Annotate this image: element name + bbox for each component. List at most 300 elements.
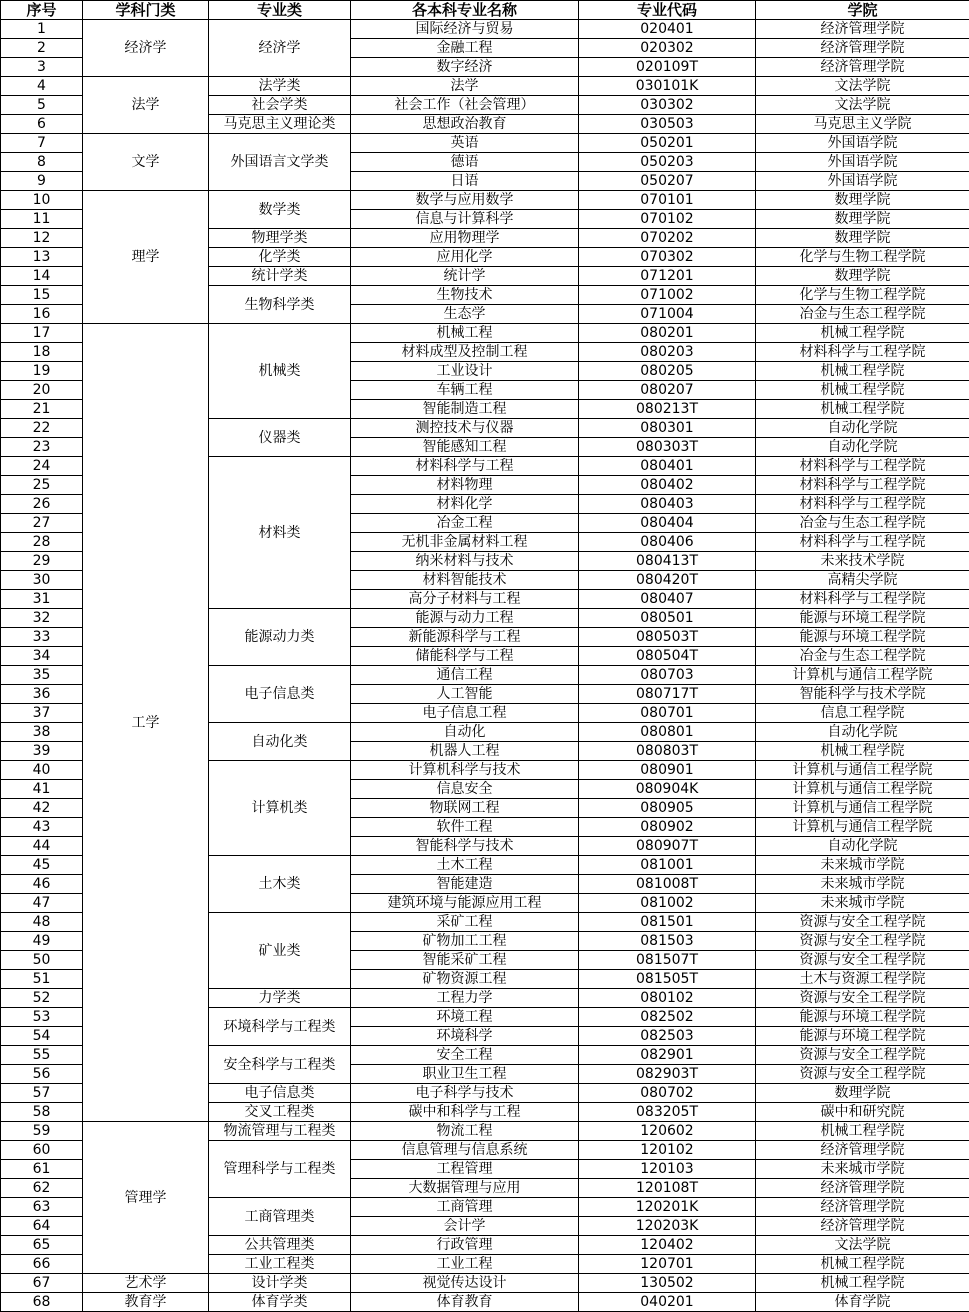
major-name-cell: 应用化学 <box>351 248 579 267</box>
major-code-cell: 120201K <box>579 1198 756 1217</box>
college-cell: 材料科学与工程学院 <box>756 495 969 514</box>
category-cell: 物理学类 <box>209 229 351 248</box>
category-cell: 生物科学类 <box>209 286 351 324</box>
row-number-cell: 34 <box>1 647 83 666</box>
major-name-cell: 职业卫生工程 <box>351 1065 579 1084</box>
major-code-cell: 030503 <box>579 115 756 134</box>
row-number-cell: 68 <box>1 1293 83 1312</box>
college-cell: 文法学院 <box>756 1236 969 1255</box>
college-cell: 机械工程学院 <box>756 742 969 761</box>
major-code-cell: 081505T <box>579 970 756 989</box>
major-name-cell: 纳米材料与技术 <box>351 552 579 571</box>
college-cell: 机械工程学院 <box>756 1255 969 1274</box>
major-code-cell: 030101K <box>579 77 756 96</box>
row-number-cell: 36 <box>1 685 83 704</box>
college-cell: 计算机与通信工程学院 <box>756 761 969 780</box>
major-code-cell: 080503T <box>579 628 756 647</box>
major-code-cell: 020401 <box>579 20 756 39</box>
row-number-cell: 8 <box>1 153 83 172</box>
major-code-cell: 070302 <box>579 248 756 267</box>
row-number-cell: 16 <box>1 305 83 324</box>
row-number-cell: 48 <box>1 913 83 932</box>
discipline-cell: 教育学 <box>83 1293 209 1312</box>
major-name-cell: 环境科学 <box>351 1027 579 1046</box>
major-code-cell: 081001 <box>579 856 756 875</box>
row-number-cell: 18 <box>1 343 83 362</box>
major-code-cell: 082503 <box>579 1027 756 1046</box>
row-number-cell: 49 <box>1 932 83 951</box>
row-number-cell: 13 <box>1 248 83 267</box>
college-cell: 自动化学院 <box>756 438 969 457</box>
row-number-cell: 12 <box>1 229 83 248</box>
major-name-cell: 大数据管理与应用 <box>351 1179 579 1198</box>
major-code-cell: 080702 <box>579 1084 756 1103</box>
major-name-cell: 工程管理 <box>351 1160 579 1179</box>
major-code-cell: 080701 <box>579 704 756 723</box>
major-code-cell: 080303T <box>579 438 756 457</box>
header-college: 学院 <box>756 1 969 20</box>
college-cell: 能源与环境工程学院 <box>756 1027 969 1046</box>
row-number-cell: 9 <box>1 172 83 191</box>
major-code-cell: 020302 <box>579 39 756 58</box>
major-name-cell: 英语 <box>351 134 579 153</box>
row-number-cell: 53 <box>1 1008 83 1027</box>
college-cell: 能源与环境工程学院 <box>756 628 969 647</box>
major-name-cell: 应用物理学 <box>351 229 579 248</box>
row-number-cell: 52 <box>1 989 83 1008</box>
major-code-cell: 080205 <box>579 362 756 381</box>
discipline-cell: 文学 <box>83 134 209 191</box>
major-name-cell: 软件工程 <box>351 818 579 837</box>
major-code-cell: 080801 <box>579 723 756 742</box>
major-code-cell: 080404 <box>579 514 756 533</box>
major-code-cell: 071004 <box>579 305 756 324</box>
row-number-cell: 59 <box>1 1122 83 1141</box>
category-cell: 数学类 <box>209 191 351 229</box>
major-name-cell: 材料化学 <box>351 495 579 514</box>
major-name-cell: 材料科学与工程 <box>351 457 579 476</box>
major-name-cell: 自动化 <box>351 723 579 742</box>
row-number-cell: 66 <box>1 1255 83 1274</box>
category-cell: 安全科学与工程类 <box>209 1046 351 1084</box>
row-number-cell: 26 <box>1 495 83 514</box>
row-number-cell: 39 <box>1 742 83 761</box>
major-name-cell: 工业工程 <box>351 1255 579 1274</box>
row-number-cell: 32 <box>1 609 83 628</box>
row-number-cell: 35 <box>1 666 83 685</box>
college-cell: 经济管理学院 <box>756 1198 969 1217</box>
row-number-cell: 19 <box>1 362 83 381</box>
major-name-cell: 安全工程 <box>351 1046 579 1065</box>
major-code-cell: 080207 <box>579 381 756 400</box>
major-name-cell: 智能感知工程 <box>351 438 579 457</box>
major-name-cell: 社会工作（社会管理） <box>351 96 579 115</box>
major-name-cell: 碳中和科学与工程 <box>351 1103 579 1122</box>
college-cell: 经济管理学院 <box>756 1217 969 1236</box>
row-number-cell: 44 <box>1 837 83 856</box>
category-cell: 马克思主义理论类 <box>209 115 351 134</box>
college-cell: 资源与安全工程学院 <box>756 1065 969 1084</box>
major-name-cell: 测控技术与仪器 <box>351 419 579 438</box>
college-cell: 土木与资源工程学院 <box>756 970 969 989</box>
row-number-cell: 51 <box>1 970 83 989</box>
row-number-cell: 27 <box>1 514 83 533</box>
row-number-cell: 41 <box>1 780 83 799</box>
row-number-cell: 42 <box>1 799 83 818</box>
discipline-cell: 经济学 <box>83 20 209 77</box>
category-cell: 仪器类 <box>209 419 351 457</box>
category-cell: 计算机类 <box>209 761 351 856</box>
major-name-cell: 无机非金属材料工程 <box>351 533 579 552</box>
college-cell: 未来城市学院 <box>756 856 969 875</box>
row-number-cell: 15 <box>1 286 83 305</box>
major-code-cell: 081507T <box>579 951 756 970</box>
row-number-cell: 37 <box>1 704 83 723</box>
row-number-cell: 55 <box>1 1046 83 1065</box>
row-number-cell: 29 <box>1 552 83 571</box>
college-cell: 外国语学院 <box>756 172 969 191</box>
college-cell: 材料科学与工程学院 <box>756 457 969 476</box>
major-code-cell: 082502 <box>579 1008 756 1027</box>
row-number-cell: 31 <box>1 590 83 609</box>
major-name-cell: 通信工程 <box>351 666 579 685</box>
major-code-cell: 080402 <box>579 476 756 495</box>
major-code-cell: 082901 <box>579 1046 756 1065</box>
row-number-cell: 43 <box>1 818 83 837</box>
college-cell: 计算机与通信工程学院 <box>756 666 969 685</box>
table-row <box>1 77 969 96</box>
row-number-cell: 40 <box>1 761 83 780</box>
major-name-cell: 统计学 <box>351 267 579 286</box>
discipline-cell: 理学 <box>83 191 209 324</box>
college-cell: 数理学院 <box>756 229 969 248</box>
row-number-cell: 56 <box>1 1065 83 1084</box>
row-number-cell: 3 <box>1 58 83 77</box>
header-discipline: 学科门类 <box>83 1 209 20</box>
college-cell: 资源与安全工程学院 <box>756 913 969 932</box>
header-code: 专业代码 <box>579 1 756 20</box>
major-name-cell: 采矿工程 <box>351 913 579 932</box>
category-cell: 电子信息类 <box>209 1084 351 1103</box>
major-code-cell: 080717T <box>579 685 756 704</box>
college-cell: 自动化学院 <box>756 723 969 742</box>
major-code-cell: 120103 <box>579 1160 756 1179</box>
major-code-cell: 080301 <box>579 419 756 438</box>
college-cell: 经济管理学院 <box>756 1179 969 1198</box>
row-number-cell: 57 <box>1 1084 83 1103</box>
table-body <box>1 20 969 1312</box>
row-number-cell: 54 <box>1 1027 83 1046</box>
row-number-cell: 61 <box>1 1160 83 1179</box>
major-name-cell: 物流工程 <box>351 1122 579 1141</box>
category-cell: 经济学 <box>209 20 351 77</box>
header-row <box>1 1 969 20</box>
major-code-cell: 070102 <box>579 210 756 229</box>
major-code-cell: 080203 <box>579 343 756 362</box>
major-code-cell: 120701 <box>579 1255 756 1274</box>
major-code-cell: 050201 <box>579 134 756 153</box>
college-cell: 未来城市学院 <box>756 894 969 913</box>
major-code-cell: 071201 <box>579 267 756 286</box>
college-cell: 机械工程学院 <box>756 324 969 343</box>
category-cell: 力学类 <box>209 989 351 1008</box>
table-row <box>1 134 969 153</box>
major-name-cell: 环境工程 <box>351 1008 579 1027</box>
college-cell: 经济管理学院 <box>756 58 969 77</box>
category-cell: 物流管理与工程类 <box>209 1122 351 1141</box>
major-code-cell: 030302 <box>579 96 756 115</box>
category-cell: 公共管理类 <box>209 1236 351 1255</box>
major-name-cell: 冶金工程 <box>351 514 579 533</box>
table-row <box>1 1274 969 1293</box>
college-cell: 能源与环境工程学院 <box>756 609 969 628</box>
college-cell: 自动化学院 <box>756 419 969 438</box>
category-cell: 工商管理类 <box>209 1198 351 1236</box>
row-number-cell: 38 <box>1 723 83 742</box>
major-name-cell: 金融工程 <box>351 39 579 58</box>
college-cell: 体育学院 <box>756 1293 969 1312</box>
major-name-cell: 日语 <box>351 172 579 191</box>
major-name-cell: 生态学 <box>351 305 579 324</box>
row-number-cell: 60 <box>1 1141 83 1160</box>
row-number-cell: 10 <box>1 191 83 210</box>
college-cell: 碳中和研究院 <box>756 1103 969 1122</box>
row-number-cell: 65 <box>1 1236 83 1255</box>
row-number-cell: 22 <box>1 419 83 438</box>
table-row <box>1 324 969 343</box>
major-code-cell: 080803T <box>579 742 756 761</box>
major-code-cell: 080905 <box>579 799 756 818</box>
major-code-cell: 080407 <box>579 590 756 609</box>
college-cell: 高精尖学院 <box>756 571 969 590</box>
college-cell: 材料科学与工程学院 <box>756 343 969 362</box>
major-code-cell: 081501 <box>579 913 756 932</box>
college-cell: 数理学院 <box>756 210 969 229</box>
major-code-cell: 080901 <box>579 761 756 780</box>
discipline-cell: 法学 <box>83 77 209 134</box>
college-cell: 经济管理学院 <box>756 20 969 39</box>
major-name-cell: 机械工程 <box>351 324 579 343</box>
college-cell: 化学与生物工程学院 <box>756 286 969 305</box>
major-name-cell: 工程力学 <box>351 989 579 1008</box>
major-code-cell: 080201 <box>579 324 756 343</box>
category-cell: 化学类 <box>209 248 351 267</box>
major-name-cell: 智能建造 <box>351 875 579 894</box>
major-name-cell: 物联网工程 <box>351 799 579 818</box>
college-cell: 计算机与通信工程学院 <box>756 818 969 837</box>
table-row <box>1 1122 969 1141</box>
row-number-cell: 64 <box>1 1217 83 1236</box>
category-cell: 交叉工程类 <box>209 1103 351 1122</box>
row-number-cell: 50 <box>1 951 83 970</box>
college-cell: 资源与安全工程学院 <box>756 932 969 951</box>
header-no: 序号 <box>1 1 83 20</box>
row-number-cell: 14 <box>1 267 83 286</box>
row-number-cell: 63 <box>1 1198 83 1217</box>
major-name-cell: 工业设计 <box>351 362 579 381</box>
college-cell: 资源与安全工程学院 <box>756 951 969 970</box>
major-code-cell: 080504T <box>579 647 756 666</box>
college-cell: 材料科学与工程学院 <box>756 590 969 609</box>
category-cell: 体育学类 <box>209 1293 351 1312</box>
row-number-cell: 46 <box>1 875 83 894</box>
row-number-cell: 24 <box>1 457 83 476</box>
table-row <box>1 191 969 210</box>
major-code-cell: 080420T <box>579 571 756 590</box>
row-number-cell: 1 <box>1 20 83 39</box>
major-code-cell: 020109T <box>579 58 756 77</box>
college-cell: 文法学院 <box>756 77 969 96</box>
college-cell: 冶金与生态工程学院 <box>756 647 969 666</box>
college-cell: 未来技术学院 <box>756 552 969 571</box>
major-code-cell: 081008T <box>579 875 756 894</box>
major-name-cell: 车辆工程 <box>351 381 579 400</box>
college-cell: 文法学院 <box>756 96 969 115</box>
major-name-cell: 国际经济与贸易 <box>351 20 579 39</box>
category-cell: 自动化类 <box>209 723 351 761</box>
row-number-cell: 20 <box>1 381 83 400</box>
major-name-cell: 机器人工程 <box>351 742 579 761</box>
major-code-cell: 070202 <box>579 229 756 248</box>
major-code-cell: 120602 <box>579 1122 756 1141</box>
major-name-cell: 法学 <box>351 77 579 96</box>
major-name-cell: 生物技术 <box>351 286 579 305</box>
college-cell: 数理学院 <box>756 1084 969 1103</box>
major-name-cell: 数字经济 <box>351 58 579 77</box>
major-name-cell: 行政管理 <box>351 1236 579 1255</box>
discipline-cell: 工学 <box>83 324 209 1122</box>
major-code-cell: 081002 <box>579 894 756 913</box>
category-cell: 管理科学与工程类 <box>209 1141 351 1198</box>
category-cell: 社会学类 <box>209 96 351 115</box>
category-cell: 矿业类 <box>209 913 351 989</box>
major-name-cell: 工商管理 <box>351 1198 579 1217</box>
college-cell: 化学与生物工程学院 <box>756 248 969 267</box>
major-name-cell: 矿物资源工程 <box>351 970 579 989</box>
college-cell: 数理学院 <box>756 191 969 210</box>
major-name-cell: 电子信息工程 <box>351 704 579 723</box>
college-cell: 马克思主义学院 <box>756 115 969 134</box>
college-cell: 自动化学院 <box>756 837 969 856</box>
major-code-cell: 120402 <box>579 1236 756 1255</box>
college-cell: 冶金与生态工程学院 <box>756 514 969 533</box>
major-name-cell: 新能源科学与工程 <box>351 628 579 647</box>
row-number-cell: 67 <box>1 1274 83 1293</box>
major-code-cell: 080213T <box>579 400 756 419</box>
major-code-cell: 080403 <box>579 495 756 514</box>
major-code-cell: 070101 <box>579 191 756 210</box>
major-code-cell: 080907T <box>579 837 756 856</box>
major-name-cell: 电子科学与技术 <box>351 1084 579 1103</box>
major-name-cell: 材料成型及控制工程 <box>351 343 579 362</box>
college-cell: 资源与安全工程学院 <box>756 1046 969 1065</box>
row-number-cell: 45 <box>1 856 83 875</box>
major-code-cell: 081503 <box>579 932 756 951</box>
row-number-cell: 11 <box>1 210 83 229</box>
row-number-cell: 28 <box>1 533 83 552</box>
major-code-cell: 080902 <box>579 818 756 837</box>
category-cell: 电子信息类 <box>209 666 351 723</box>
college-cell: 外国语学院 <box>756 134 969 153</box>
major-name-cell: 思想政治教育 <box>351 115 579 134</box>
major-code-cell: 120203K <box>579 1217 756 1236</box>
category-cell: 环境科学与工程类 <box>209 1008 351 1046</box>
discipline-cell: 艺术学 <box>83 1274 209 1293</box>
college-cell: 机械工程学院 <box>756 381 969 400</box>
college-cell: 材料科学与工程学院 <box>756 533 969 552</box>
row-number-cell: 62 <box>1 1179 83 1198</box>
college-cell: 信息工程学院 <box>756 704 969 723</box>
major-code-cell: 130502 <box>579 1274 756 1293</box>
major-name-cell: 材料智能技术 <box>351 571 579 590</box>
row-number-cell: 7 <box>1 134 83 153</box>
college-cell: 数理学院 <box>756 267 969 286</box>
row-number-cell: 4 <box>1 77 83 96</box>
college-cell: 智能科学与技术学院 <box>756 685 969 704</box>
row-number-cell: 17 <box>1 324 83 343</box>
category-cell: 土木类 <box>209 856 351 913</box>
major-name-cell: 材料物理 <box>351 476 579 495</box>
row-number-cell: 23 <box>1 438 83 457</box>
major-name-cell: 信息安全 <box>351 780 579 799</box>
college-cell: 经济管理学院 <box>756 1141 969 1160</box>
college-cell: 计算机与通信工程学院 <box>756 799 969 818</box>
row-number-cell: 58 <box>1 1103 83 1122</box>
major-code-cell: 120102 <box>579 1141 756 1160</box>
major-code-cell: 080413T <box>579 552 756 571</box>
major-code-cell: 080102 <box>579 989 756 1008</box>
major-code-cell: 083205T <box>579 1103 756 1122</box>
major-name-cell: 信息管理与信息系统 <box>351 1141 579 1160</box>
college-cell: 资源与安全工程学院 <box>756 989 969 1008</box>
category-cell: 外国语言文学类 <box>209 134 351 191</box>
major-name-cell: 土木工程 <box>351 856 579 875</box>
major-name-cell: 智能采矿工程 <box>351 951 579 970</box>
major-name-cell: 数学与应用数学 <box>351 191 579 210</box>
major-name-cell: 智能科学与技术 <box>351 837 579 856</box>
major-name-cell: 视觉传达设计 <box>351 1274 579 1293</box>
college-cell: 能源与环境工程学院 <box>756 1008 969 1027</box>
major-name-cell: 体育教育 <box>351 1293 579 1312</box>
major-name-cell: 储能科学与工程 <box>351 647 579 666</box>
college-cell: 机械工程学院 <box>756 1122 969 1141</box>
row-number-cell: 33 <box>1 628 83 647</box>
category-cell: 机械类 <box>209 324 351 419</box>
college-cell: 机械工程学院 <box>756 362 969 381</box>
category-cell: 设计学类 <box>209 1274 351 1293</box>
major-code-cell: 050207 <box>579 172 756 191</box>
major-code-cell: 071002 <box>579 286 756 305</box>
major-name-cell: 会计学 <box>351 1217 579 1236</box>
row-number-cell: 5 <box>1 96 83 115</box>
row-number-cell: 6 <box>1 115 83 134</box>
row-number-cell: 30 <box>1 571 83 590</box>
discipline-cell: 管理学 <box>83 1122 209 1274</box>
row-number-cell: 2 <box>1 39 83 58</box>
major-code-cell: 050203 <box>579 153 756 172</box>
category-cell: 材料类 <box>209 457 351 609</box>
header-category: 专业类 <box>209 1 351 20</box>
category-cell: 工业工程类 <box>209 1255 351 1274</box>
category-cell: 统计学类 <box>209 267 351 286</box>
major-code-cell: 080904K <box>579 780 756 799</box>
major-name-cell: 信息与计算科学 <box>351 210 579 229</box>
major-code-cell: 080703 <box>579 666 756 685</box>
major-name-cell: 计算机科学与技术 <box>351 761 579 780</box>
college-cell: 材料科学与工程学院 <box>756 476 969 495</box>
major-code-cell: 080401 <box>579 457 756 476</box>
major-code-cell: 080406 <box>579 533 756 552</box>
